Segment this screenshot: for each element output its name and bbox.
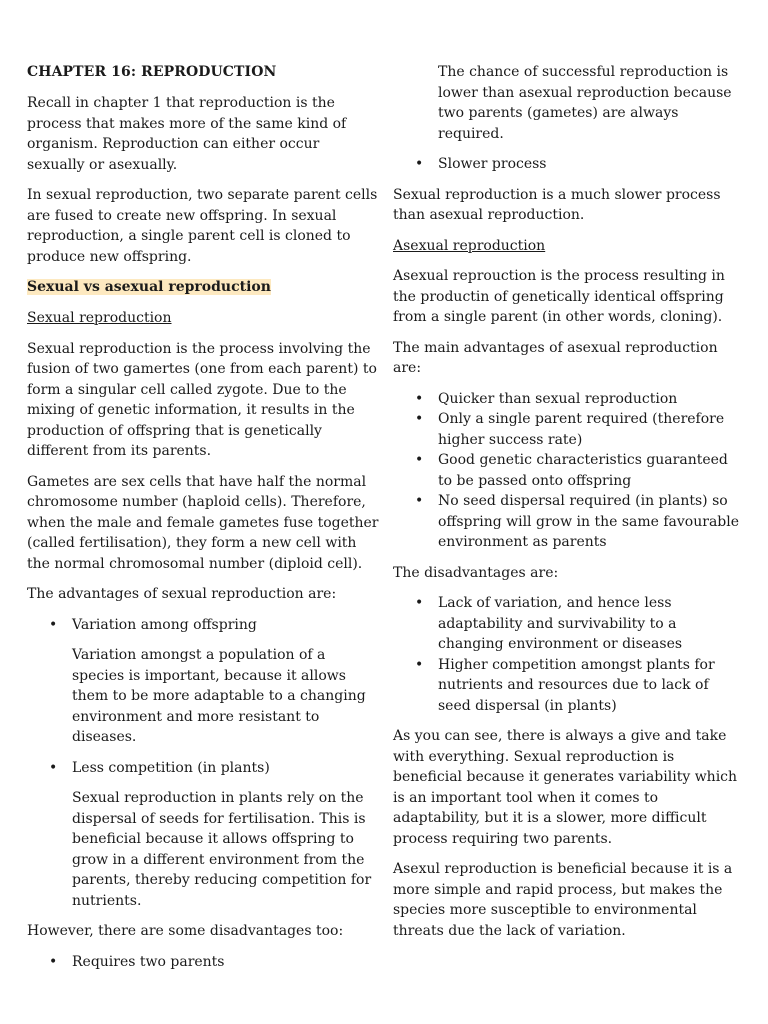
asexual-advantages-list	[393, 389, 745, 553]
chapter-title: CHAPTER 16: REPRODUCTION	[27, 64, 277, 80]
sexual-definition-paragraph: Sexual reproduction is the process involving the fusion of two gamertes (one from each parent) to form a singular cell called zygote. Due to the mixing of genetic information, it results in the production of offspring that is genetically different from its parents.	[27, 340, 377, 459]
sexual-disadvantages-list-2	[393, 154, 745, 175]
list-item: • Only a single parent required (therefore higher success rate)	[393, 409, 745, 450]
summary-paragraph: As you can see, there is always a give and take with everything. Sexual reproduction is beneficial because it generates variability which is an important tool when it comes to adaptability, but it is a slower, more difficult process requiring two parents.	[393, 728, 738, 847]
list-item: • Higher competition amongst plants for nutrients and resources due to lack of seed dispersal (in plants)	[393, 655, 745, 717]
list-item: • Less competition (in plants)	[27, 758, 379, 779]
intro-paragraph: Recall in chapter 1 that reproduction is the process that makes more of the same kind of organism. Reproduction can either occur sexually or asexually.	[27, 95, 347, 173]
left-column	[27, 62, 379, 982]
list-item: • Good genetic characteristics guaranteed to be passed onto offspring	[393, 450, 745, 491]
list-item: • Lack of variation, and hence less adaptability and survivability to a changing environment or diseases	[393, 593, 745, 655]
advantage-description: Sexual reproduction in plants rely on the dispersal of seeds for fertilisation. This is beneficial because it allows offspring to grow in a different environment from the parents, thereby reducing competition for nutrients.	[72, 790, 372, 909]
sexual-disadvantages-list	[27, 952, 379, 973]
sexual-advantages-intro: The advantages of sexual reproduction are:	[27, 586, 337, 602]
disadvantage-description: The chance of successful reproduction is lower than asexual reproduction because two parents (gametes) are always required.	[438, 64, 732, 142]
list-item: • Variation among offspring	[27, 615, 379, 636]
sexual-advantages-list-2	[27, 758, 379, 779]
list-item: • Slower process	[393, 154, 745, 175]
asexual-definition-paragraph: Asexual reprouction is the process resulting in the productin of genetically identical offspring from a single parent (in other words, cloning).	[393, 268, 725, 325]
list-item: • Requires two parents	[27, 952, 379, 973]
sexual-advantages-list	[27, 615, 379, 636]
asexual-advantages-intro: The main advantages of asexual reproduction are:	[393, 339, 718, 376]
advantage-description: Variation amongst a population of a species is important, because it allows them to be more adaptable to a changing environment and more resistant to diseases.	[72, 647, 366, 745]
sexual-reproduction-subheading: Sexual reproduction	[27, 310, 172, 326]
asexual-reproduction-subheading: Asexual reproduction	[393, 237, 546, 254]
list-item: • Quicker than sexual reproduction	[393, 389, 745, 410]
highlighted-heading: Sexual vs asexual reproduction	[27, 279, 271, 295]
asexual-disadvantages-list	[393, 593, 745, 716]
list-item: • No seed dispersal required (in plants) so offspring will grow in the same favourable environment as parents	[393, 491, 745, 553]
slower-process-paragraph: Sexual reproduction is a much slower process than asexual reproduction.	[393, 186, 721, 223]
asexual-summary-paragraph: Asexul reproduction is beneficial because it is a more simple and rapid process, but makes the species more susceptible to environmental threats due the lack of variation.	[393, 861, 733, 939]
section-heading	[27, 277, 379, 298]
right-column	[393, 62, 745, 951]
sexual-asexual-overview: In sexual reproduction, two separate parent cells are fused to create new offspring. In sexual reproduction, a single parent cell is cloned to produce new offspring.	[27, 187, 378, 265]
sexual-disadvantages-intro: However, there are some disadvantages too:	[27, 923, 344, 939]
asexual-disadvantages-intro: The disadvantages are:	[393, 564, 559, 581]
gametes-paragraph: Gametes are sex cells that have half the normal chromosome number (haploid cells). Therefore, when the male and female gametes fuse together (called fertilisation), they form a new cell with the normal chromosomal number (diploid cell).	[27, 473, 379, 572]
